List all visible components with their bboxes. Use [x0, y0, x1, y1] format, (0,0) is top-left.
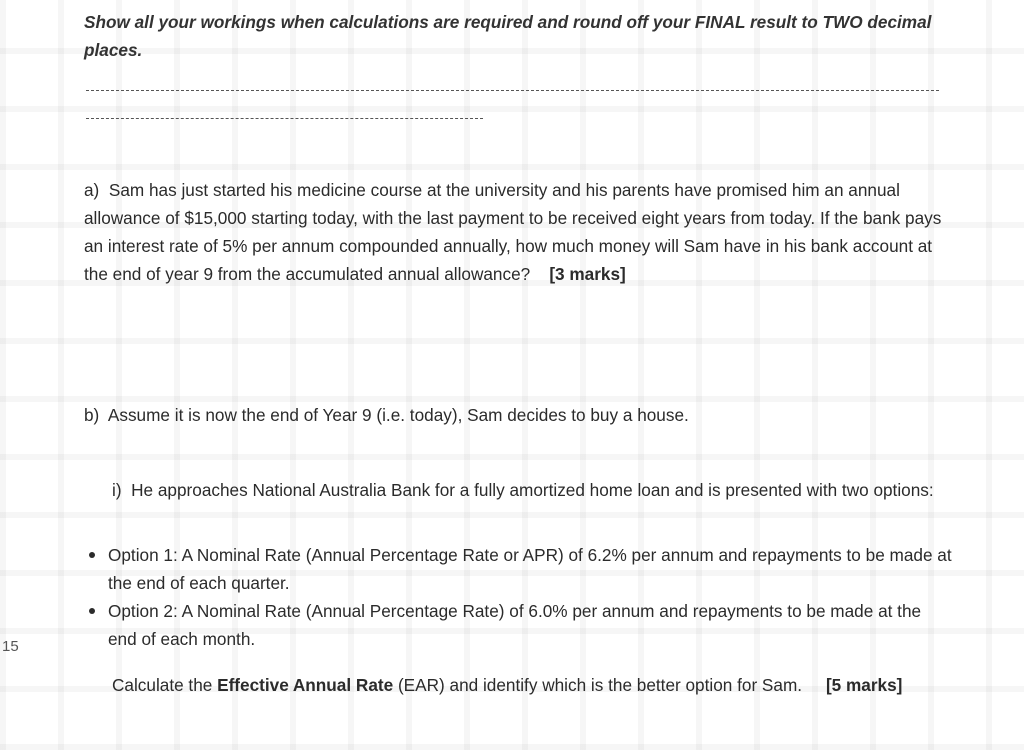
question-b-label: b)	[84, 405, 100, 425]
calculate-instruction	[84, 671, 944, 699]
question-b-i-label: i)	[112, 480, 122, 500]
question-a	[84, 176, 944, 288]
list-item	[84, 597, 954, 653]
instruction-text: Show all your workings when calculations are required and round off your FINAL result to TWO decimal places.	[84, 12, 932, 60]
question-b	[84, 401, 944, 429]
calculate-emphasis: Effective Annual Rate	[217, 675, 394, 695]
question-a-text: Sam has just started his medicine course at the university and his parents have promised him an annual allowance of $15,000 starting today, with the last payment to be received eight years from today. If the bank pays an interest rate of 5% per annum compounded annually, how much money will Sam have in his bank account at the end of year 9 from the accumulated annual allowance?	[84, 180, 942, 284]
bullet-icon	[89, 608, 95, 614]
options-list	[84, 541, 954, 653]
question-b-text: Assume it is now the end of Year 9 (i.e. today), Sam decides to buy a house.	[107, 405, 689, 425]
question-a-label: a)	[84, 180, 100, 200]
option-1-text: Option 1: A Nominal Rate (Annual Percentage Rate or APR) of 6.2% per annum and repayments to be made at the end of each quarter.	[108, 545, 952, 593]
question-b-i	[84, 476, 944, 504]
answer-line-2	[86, 118, 483, 119]
option-2-text: Option 2: A Nominal Rate (Annual Percentage Rate) of 6.0% per annum and repayments to be made at the end of each month.	[108, 601, 922, 649]
list-item	[84, 541, 954, 597]
calculate-suffix: (EAR) and identify which is the better option for Sam.	[397, 675, 803, 695]
answer-line-1	[86, 90, 939, 91]
calculate-prefix: Calculate the	[112, 675, 213, 695]
question-a-marks: [3 marks]	[549, 264, 626, 284]
calculate-marks: [5 marks]	[825, 675, 903, 695]
page-number: 15	[2, 638, 19, 655]
bullet-icon	[89, 552, 95, 558]
question-b-i-text: He approaches National Australia Bank for a fully amortized home loan and is presented with two options:	[131, 480, 934, 500]
